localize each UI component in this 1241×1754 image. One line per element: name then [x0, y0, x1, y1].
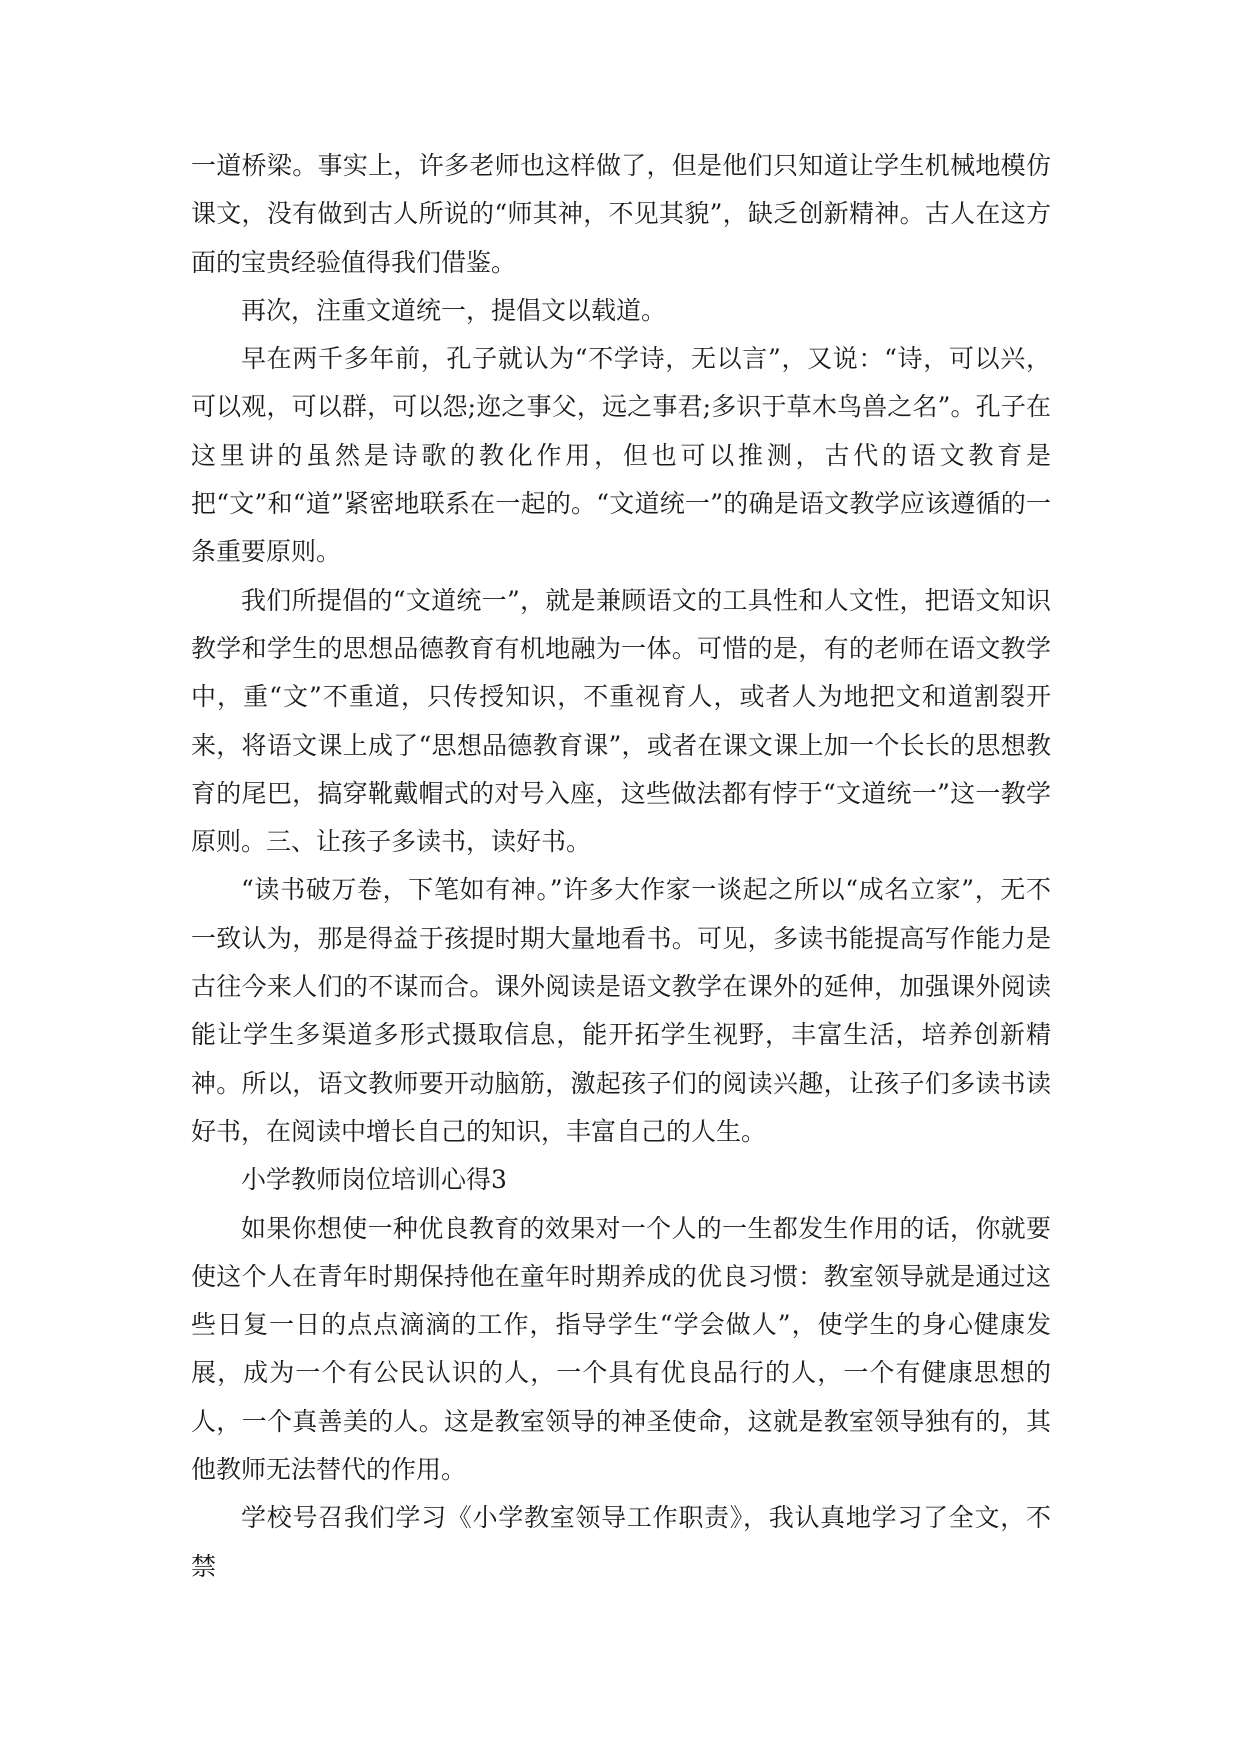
paragraph-7: 如果你想使一种优良教育的效果对一个人的一生都发生作用的话，你就要使这个人在青年时期保持他在童年时期养成的优良习惯：教室领导就是通过这些日复一日的点点滴滴的工作，指导学生“学会做人”，使学生的身心健康发展，成为一个有公民认识的人，一个具有优良品行的人，一个有健康思想的人，一个真善美的人。这是教室领导的神圣使命，这就是教室领导独有的，其他教师无法替代的作用。 — [191, 1213, 1051, 1485]
paragraph-4: 我们所提倡的“文道统一”，就是兼顾语文的工具性和人文性，把语文知识教学和学生的思想品德教育有机地融为一体。可惜的是，有的老师在语文教学中，重“文”不重道，只传授知识，不重视育人，或者人为地把文和道割裂开来，将语文课上成了“思想品德教育课”，或者在课文课上加一个长长的思想教育的尾巴，搞穿靴戴帽式的对号入座，这些做法都有悖于“文道统一”这一教学原则。三、让孩子多读书，读好书。 — [191, 585, 1051, 857]
paragraph-5: “读书破万卷，下笔如有神。”许多大作家一谈起之所以“成名立家”，无不一致认为，那是得益于孩提时期大量地看书。可见，多读书能提高写作能力是古往今来人们的不谋而合。课外阅读是语文教学在课外的延伸，加强课外阅读能让学生多渠道多形式摄取信息，能开拓学生视野，丰富生活，培养创新精神。所以，语文教师要开动脑筋，激起孩子们的阅读兴趣，让孩子们多读书读好书，在阅读中增长自己的知识，丰富自己的人生。 — [191, 875, 1051, 1146]
document-body — [191, 142, 1051, 1591]
paragraph-1: 一道桥梁。事实上，许多老师也这样做了，但是他们只知道让学生机械地模仿课文，没有做到古人所说的“师其神，不见其貌”，缺乏创新精神。古人在这方面的宝贵经验值得我们借鉴。 — [191, 151, 1051, 277]
section-heading: 小学教师岗位培训心得3 — [241, 1165, 507, 1195]
paragraph-2: 再次，注重文道统一，提倡文以载道。 — [241, 295, 667, 325]
paragraph-8: 学校号召我们学习《小学教室领导工作职责》，我认真地学习了全文，不禁 — [191, 1503, 1051, 1581]
paragraph-3: 早在两千多年前，孔子就认为“不学诗，无以言”，又说：“诗，可以兴，可以观，可以群，可以怨;迩之事父，远之事君;多识于草木鸟兽之名”。孔子在这里讲的虽然是诗歌的教化作用，但也可以推测，古代的语文教育是把“文”和“道”紧密地联系在一起的。“文道统一”的确是语文教学应该遵循的一条重要原则。 — [191, 344, 1051, 567]
